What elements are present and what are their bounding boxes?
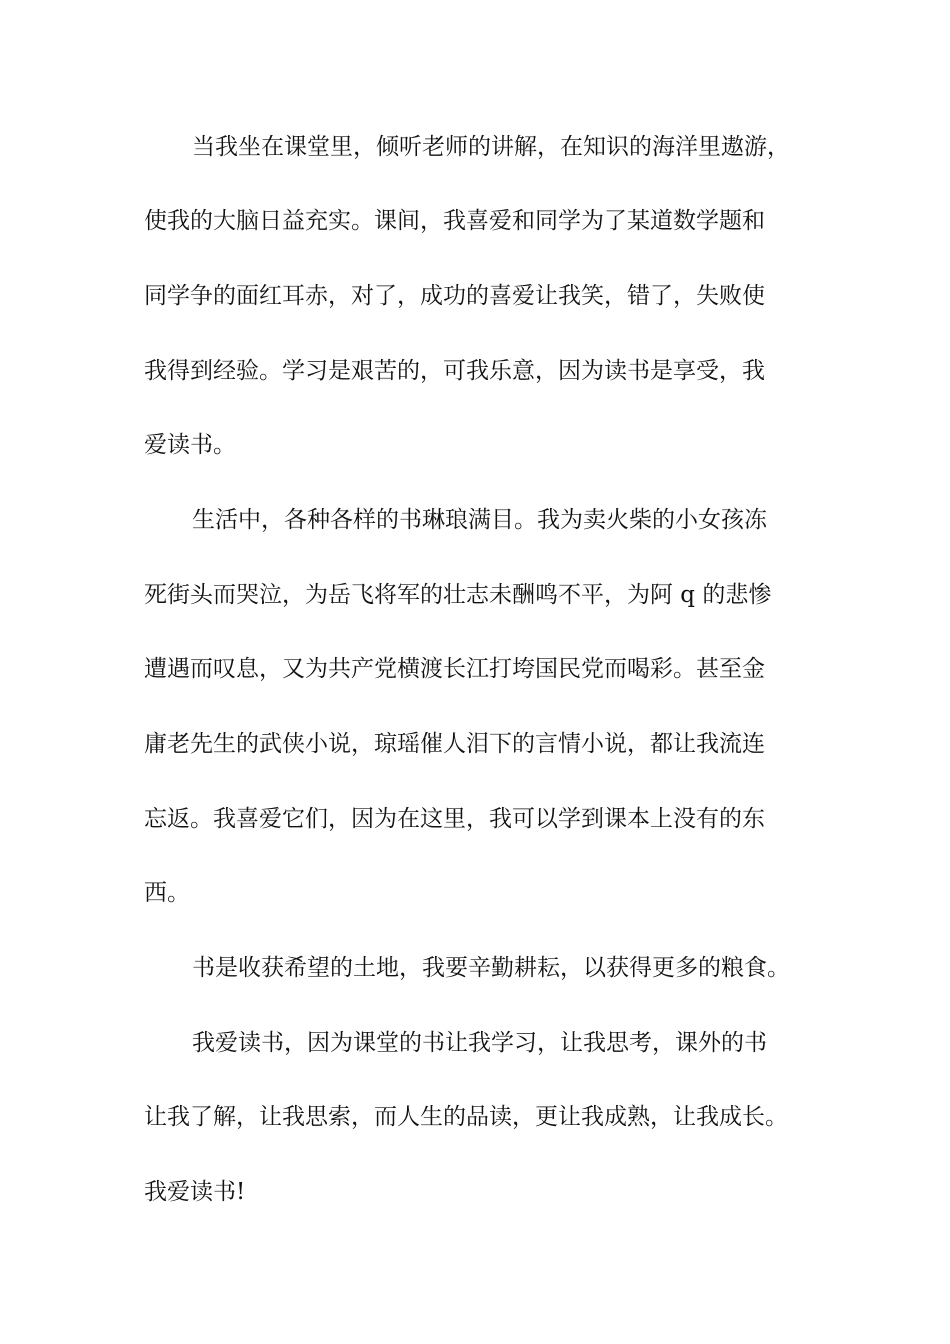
paragraph-2-line-4: 庸老先生的武侠小说，琼瑶催人泪下的言情小说，都让我流连: [144, 731, 765, 757]
paragraph-1-line-3: 同学争的面红耳赤，对了，成功的喜爱让我笑，错了，失败使: [144, 283, 765, 309]
paragraph-2-line-2: 死街头而哭泣，为岳飞将军的壮志未酬鸣不平，为阿 q 的悲惨: [144, 582, 772, 608]
paragraph-4-line-1: 我爱读书，因为课堂的书让我学习，让我思考，课外的书: [192, 1030, 767, 1056]
paragraph-4-line-2: 让我了解，让我思索，而人生的品读，更让我成熟，让我成长。: [144, 1104, 788, 1130]
paragraph-1-line-4: 我得到经验。学习是艰苦的，可我乐意，因为读书是享受，我: [144, 358, 765, 384]
paragraph-2-line-1: 生活中，各种各样的书琳琅满目。我为卖火柴的小女孩冻: [192, 507, 767, 533]
paragraph-1-line-1: 当我坐在课堂里，倾听老师的讲解，在知识的海洋里遨游，: [192, 134, 790, 160]
paragraph-2-line-5: 忘返。我喜爱它们，因为在这里，我可以学到课本上没有的东: [144, 806, 765, 832]
paragraph-2-line-3: 遭遇而叹息，又为共产党横渡长江打垮国民党而喝彩。甚至金: [144, 656, 765, 682]
paragraph-1-line-5: 爱读书。: [144, 432, 236, 458]
paragraph-1-line-2: 使我的大脑日益充实。课间，我喜爱和同学为了某道数学题和: [144, 208, 765, 234]
paragraph-3-line-1: 书是收获希望的土地，我要辛勤耕耘，以获得更多的粮食。: [192, 955, 790, 981]
paragraph-4-line-3: 我爱读书!: [144, 1179, 246, 1205]
paragraph-2-line-6: 西。: [144, 880, 190, 906]
